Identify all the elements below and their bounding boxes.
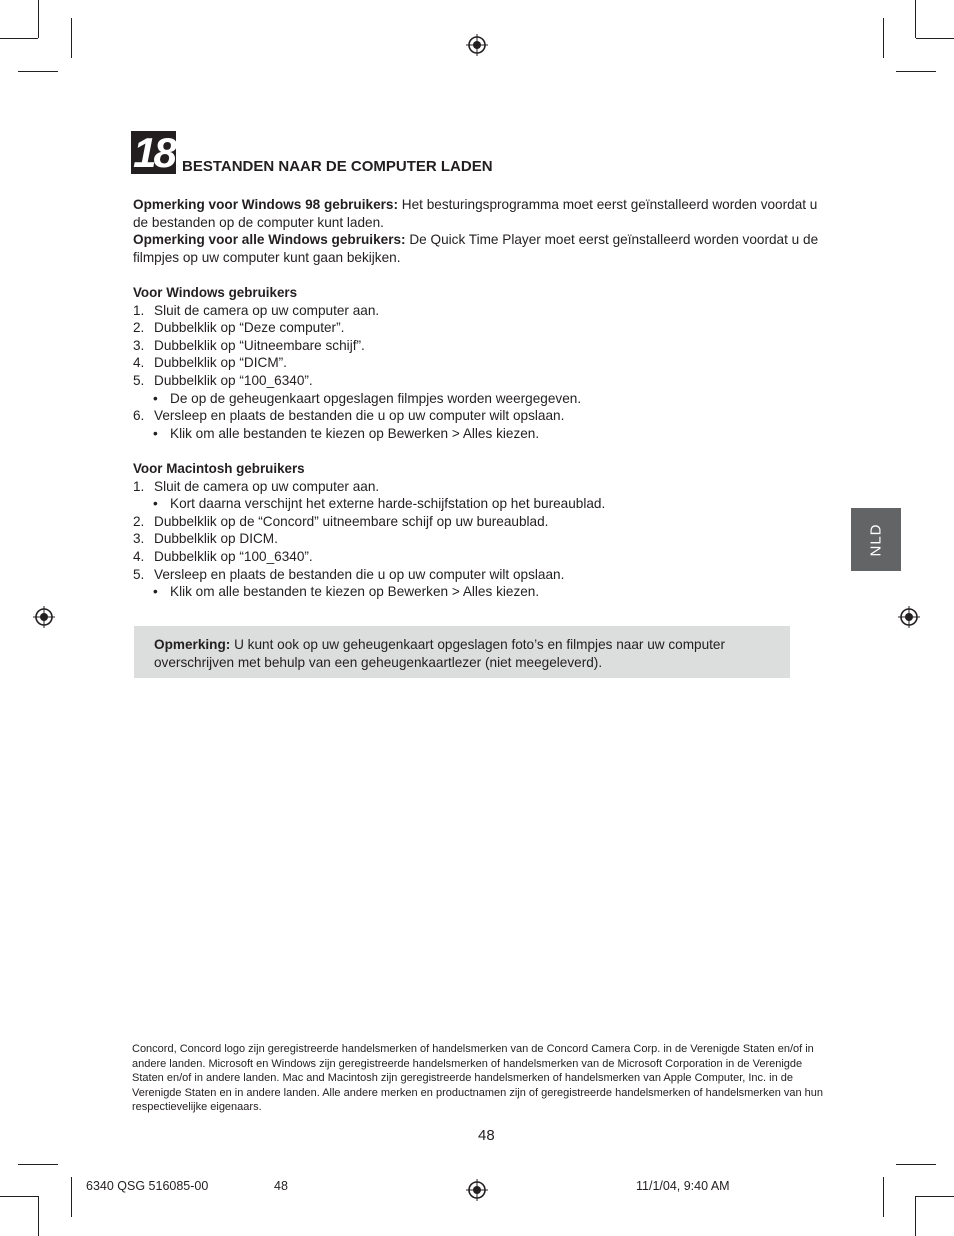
list-item: 4. Dubbelklik op “100_6340”. — [133, 548, 313, 564]
footer-page: 48 — [274, 1179, 288, 1193]
list-item: 1. Sluit de camera op uw computer aan. — [133, 478, 380, 494]
registration-mark-icon — [466, 1179, 488, 1201]
list-item: 2. Dubbelklik op “Deze computer”. — [133, 320, 345, 336]
list-item: 2. Dubbelklik op de “Concord” uitneembare schijf op uw bureaublad. — [133, 513, 549, 529]
footer-timestamp: 11/1/04, 9:40 AM — [636, 1179, 730, 1193]
crop-mark — [71, 18, 72, 58]
chapter-title: BESTANDEN NAAR DE COMPUTER LADEN — [182, 158, 493, 175]
crop-mark — [896, 71, 936, 72]
crop-mark — [0, 38, 38, 39]
crop-mark — [71, 1177, 72, 1217]
page-number: 48 — [478, 1127, 495, 1144]
list-item: 3. Dubbelklik op “Uitneembare schijf”. — [133, 337, 365, 353]
list-item: 1. Sluit de camera op uw computer aan. — [133, 302, 380, 318]
note-all-windows: Opmerking voor alle Windows gebruikers: De Quick Time Player moet eerst geïnstalleerd worden voordat u de filmpjes op uw computer kunt gaan bekijken. — [133, 232, 819, 265]
list-subitem: • Klik om alle bestanden te kiezen op Bewerken > Alles kiezen. — [153, 584, 540, 600]
registration-mark-icon — [898, 606, 920, 628]
crop-mark — [915, 1196, 916, 1236]
crop-mark — [18, 71, 58, 72]
list-subitem: • De op de geheugenkaart opgeslagen filmpjes worden weergegeven. — [153, 390, 582, 406]
crop-mark — [38, 1196, 39, 1236]
language-tab: NLD — [851, 508, 901, 571]
intro-notes — [133, 196, 833, 266]
windows-section — [133, 284, 833, 442]
list-item: 6. Versleep en plaats de bestanden die u op uw computer wilt opslaan. — [133, 408, 565, 424]
list-item: 4. Dubbelklik op “DICM”. — [133, 355, 287, 371]
crop-mark — [916, 1196, 954, 1197]
section-title: Voor Windows gebruikers — [133, 285, 298, 300]
crop-mark — [883, 18, 884, 58]
crop-mark — [0, 1196, 38, 1197]
list-item: 5. Dubbelklik op “100_6340”. — [133, 372, 313, 388]
crop-mark — [18, 1164, 58, 1165]
crop-mark — [883, 1177, 884, 1217]
crop-mark — [916, 38, 954, 39]
list-item: 3. Dubbelklik op DICM. — [133, 531, 278, 547]
list-subitem: • Kort daarna verschijnt het externe harde-schijfstation op het bureaublad. — [153, 496, 606, 512]
crop-mark — [38, 0, 39, 38]
mac-section — [133, 460, 833, 601]
list-item: 5. Versleep en plaats de bestanden die u op uw computer wilt opslaan. — [133, 566, 565, 582]
registration-mark-icon — [466, 34, 488, 56]
note-box-text: Opmerking: U kunt ook op uw geheugenkaart opgeslagen foto’s en filmpjes naar uw computer overschrijven met behulp van een geheugenkaartlezer (niet meegeleverd). — [154, 637, 726, 670]
chapter-number: 18 — [133, 129, 174, 176]
list-subitem: • Klik om alle bestanden te kiezen op Bewerken > Alles kiezen. — [153, 425, 540, 441]
legal-notice: Concord, Concord logo zijn geregistreerde handelsmerken of handelsmerken van de Concord Camera Corp. in de Verenigde Staten en/of in andere landen. Microsoft en Windows zijn geregistreerde handelsmerken of handelsmerken van de Microsoft Corporation in de Verenigde Staten en/of in andere landen. Mac and Macintosh zijn geregistreerde handelsmerken of handelsmerken van Apple Computer, Inc. in de Verenigde Staten en in andere landen. Alle andere merken en productnamen zijn of geregistreerde handelsmerken of handelsmerken van hun respectievelijke eigenaars. — [132, 1043, 824, 1114]
crop-mark — [915, 0, 916, 38]
note-windows98: Opmerking voor Windows 98 gebruikers: Het besturingsprogramma moet eerst geïnstalleerd worden voordat u de bestanden op de computer kunt laden. — [133, 197, 818, 230]
footer-doc-id: 6340 QSG 516085-00 — [86, 1179, 209, 1193]
registration-mark-icon — [33, 606, 55, 628]
crop-mark — [896, 1164, 936, 1165]
section-title: Voor Macintosh gebruikers — [133, 461, 305, 476]
